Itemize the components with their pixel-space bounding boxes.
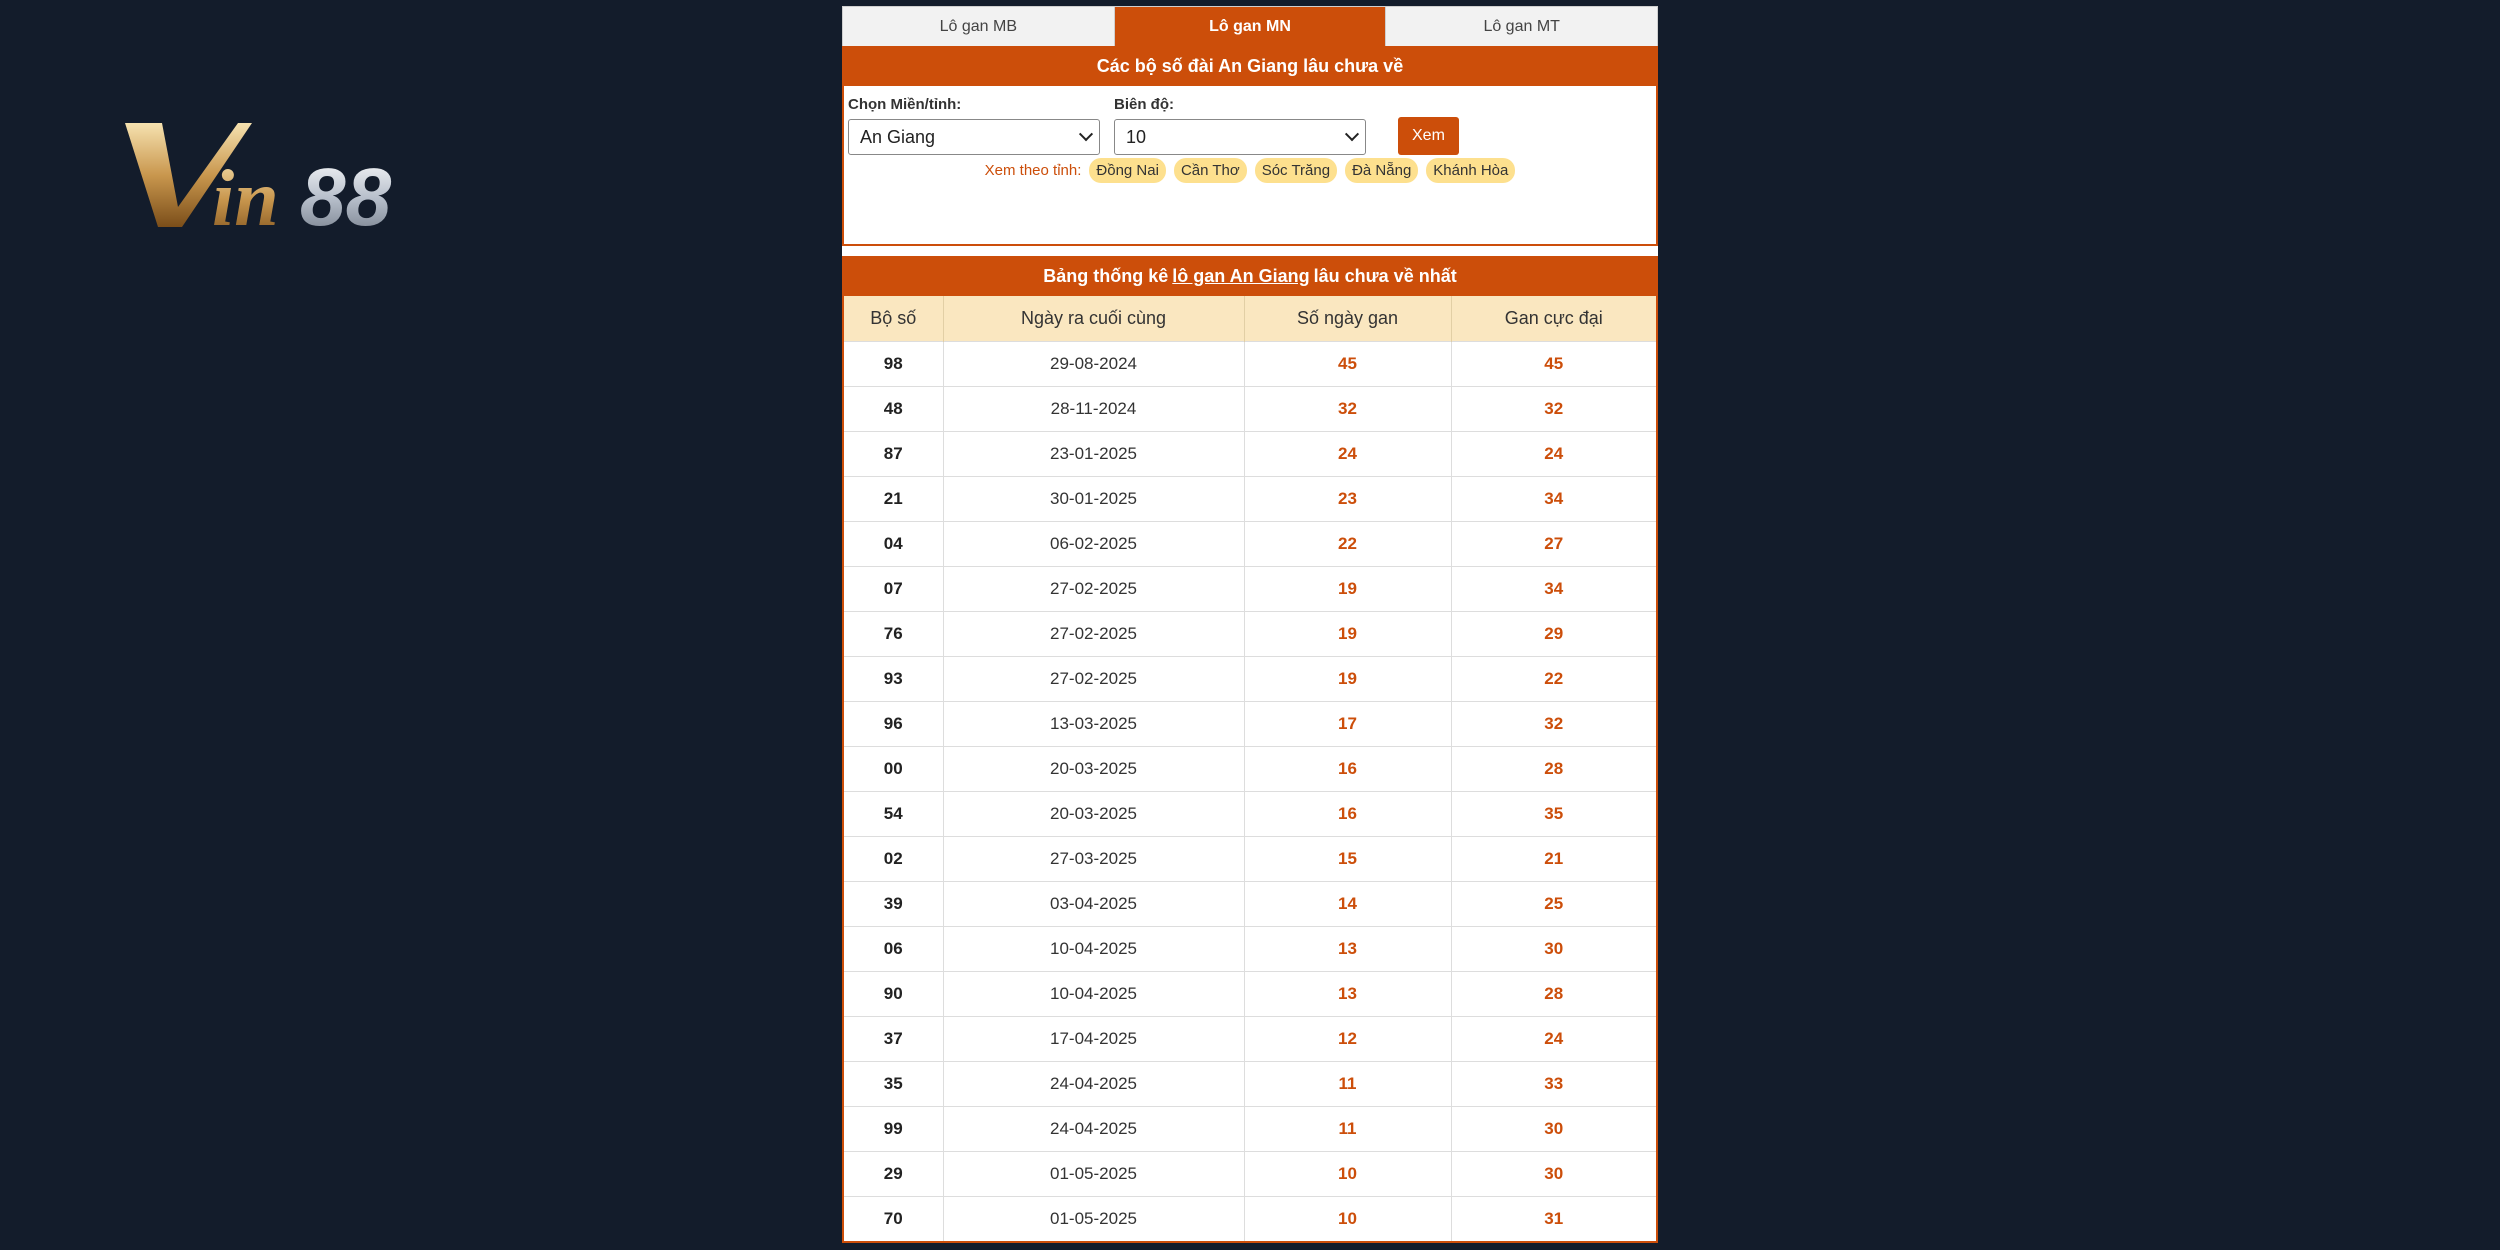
cell-max-gan: 28 xyxy=(1451,972,1656,1017)
range-select-value: 10 xyxy=(1126,126,1147,147)
table-body xyxy=(844,342,1656,1242)
cell-last-date: 01-05-2025 xyxy=(943,1152,1244,1197)
cell-last-date: 10-04-2025 xyxy=(943,927,1244,972)
region-select-value: An Giang xyxy=(860,126,936,147)
cell-last-date: 29-08-2024 xyxy=(943,342,1244,387)
cell-max-gan: 30 xyxy=(1451,927,1656,972)
cell-gan-days: 16 xyxy=(1244,747,1451,792)
cell-last-date: 10-04-2025 xyxy=(943,972,1244,1017)
table-row xyxy=(844,522,1656,567)
cell-last-date: 28-11-2024 xyxy=(943,387,1244,432)
column-header: Gan cực đại xyxy=(1451,296,1656,342)
cell-last-date: 13-03-2025 xyxy=(943,702,1244,747)
cell-gan-days: 19 xyxy=(1244,657,1451,702)
cell-number: 37 xyxy=(844,1017,943,1062)
cell-number: 54 xyxy=(844,792,943,837)
cell-max-gan: 21 xyxy=(1451,837,1656,882)
cell-last-date: 01-05-2025 xyxy=(943,1197,1244,1242)
cell-last-date: 24-04-2025 xyxy=(943,1107,1244,1152)
cell-number: 39 xyxy=(844,882,943,927)
column-header: Bộ số xyxy=(844,296,943,342)
cell-gan-days: 12 xyxy=(1244,1017,1451,1062)
cell-max-gan: 45 xyxy=(1451,342,1656,387)
province-chip[interactable]: Cần Thơ xyxy=(1174,158,1247,183)
cell-number: 93 xyxy=(844,657,943,702)
cell-gan-days: 32 xyxy=(1244,387,1451,432)
cell-max-gan: 30 xyxy=(1451,1107,1656,1152)
stats-title-suffix: lâu chưa về nhất xyxy=(1313,265,1457,286)
table-row xyxy=(844,432,1656,477)
cell-number: 00 xyxy=(844,747,943,792)
table-row xyxy=(844,1197,1656,1242)
table-row xyxy=(844,747,1656,792)
cell-gan-days: 45 xyxy=(1244,342,1451,387)
region-label: Chọn Miền/tỉnh: xyxy=(848,96,962,113)
table-row xyxy=(844,792,1656,837)
cell-max-gan: 22 xyxy=(1451,657,1656,702)
cell-gan-days: 19 xyxy=(1244,612,1451,657)
cell-number: 99 xyxy=(844,1107,943,1152)
filter-title: Các bộ số đài An Giang lâu chưa về xyxy=(844,46,1656,86)
range-label: Biên độ: xyxy=(1114,96,1174,113)
province-chip[interactable]: Khánh Hòa xyxy=(1426,158,1515,183)
cell-max-gan: 31 xyxy=(1451,1197,1656,1242)
cell-gan-days: 19 xyxy=(1244,567,1451,612)
cell-gan-days: 14 xyxy=(1244,882,1451,927)
table-row xyxy=(844,927,1656,972)
cell-last-date: 23-01-2025 xyxy=(943,432,1244,477)
cell-number: 29 xyxy=(844,1152,943,1197)
cell-max-gan: 28 xyxy=(1451,747,1656,792)
cell-number: 96 xyxy=(844,702,943,747)
view-button[interactable]: Xem xyxy=(1398,117,1459,155)
cell-max-gan: 25 xyxy=(1451,882,1656,927)
column-header: Ngày ra cuối cùng xyxy=(943,296,1244,342)
stats-title-link[interactable]: lô gan An Giang xyxy=(1172,265,1310,286)
stats-title-prefix: Bảng thống kê xyxy=(1043,265,1169,286)
cell-number: 04 xyxy=(844,522,943,567)
cell-gan-days: 11 xyxy=(1244,1107,1451,1152)
chevron-down-icon xyxy=(1079,127,1093,141)
cell-number: 07 xyxy=(844,567,943,612)
cell-last-date: 27-02-2025 xyxy=(943,657,1244,702)
cell-max-gan: 27 xyxy=(1451,522,1656,567)
province-chip[interactable]: Đồng Nai xyxy=(1089,158,1166,183)
cell-max-gan: 33 xyxy=(1451,1062,1656,1107)
cell-gan-days: 11 xyxy=(1244,1062,1451,1107)
cell-number: 21 xyxy=(844,477,943,522)
cell-max-gan: 24 xyxy=(1451,432,1656,477)
range-select[interactable] xyxy=(1114,119,1366,155)
vin88-logo xyxy=(120,115,490,235)
filter-box xyxy=(842,46,1658,246)
province-chip[interactable]: Đà Nẵng xyxy=(1345,158,1418,183)
tab-lô-gan-mb[interactable]: Lô gan MB xyxy=(843,7,1115,46)
logo-text-88: 88 xyxy=(300,152,392,235)
cell-last-date: 03-04-2025 xyxy=(943,882,1244,927)
cell-last-date: 27-02-2025 xyxy=(943,612,1244,657)
region-select[interactable] xyxy=(848,119,1100,155)
tab-lô-gan-mt[interactable]: Lô gan MT xyxy=(1386,7,1657,46)
cell-last-date: 06-02-2025 xyxy=(943,522,1244,567)
cell-number: 70 xyxy=(844,1197,943,1242)
cell-number: 87 xyxy=(844,432,943,477)
cell-gan-days: 13 xyxy=(1244,972,1451,1017)
cell-last-date: 27-03-2025 xyxy=(943,837,1244,882)
table-row xyxy=(844,1107,1656,1152)
cell-last-date: 27-02-2025 xyxy=(943,567,1244,612)
cell-number: 76 xyxy=(844,612,943,657)
cell-max-gan: 34 xyxy=(1451,477,1656,522)
cell-gan-days: 17 xyxy=(1244,702,1451,747)
table-row xyxy=(844,657,1656,702)
cell-number: 48 xyxy=(844,387,943,432)
cell-gan-days: 10 xyxy=(1244,1197,1451,1242)
cell-max-gan: 32 xyxy=(1451,702,1656,747)
table-row xyxy=(844,567,1656,612)
logo-text-vin: in xyxy=(212,155,279,235)
stats-box xyxy=(842,256,1658,1243)
region-tabs xyxy=(842,6,1658,46)
cell-last-date: 20-03-2025 xyxy=(943,792,1244,837)
lo-gan-table xyxy=(844,296,1656,1241)
cell-max-gan: 29 xyxy=(1451,612,1656,657)
cell-gan-days: 15 xyxy=(1244,837,1451,882)
cell-gan-days: 23 xyxy=(1244,477,1451,522)
table-row xyxy=(844,1017,1656,1062)
cell-number: 35 xyxy=(844,1062,943,1107)
province-links xyxy=(844,158,1656,183)
table-header-row xyxy=(844,296,1656,342)
cell-last-date: 24-04-2025 xyxy=(943,1062,1244,1107)
region-field xyxy=(848,96,1100,155)
cell-max-gan: 34 xyxy=(1451,567,1656,612)
table-row xyxy=(844,882,1656,927)
table-row xyxy=(844,1062,1656,1107)
column-header: Số ngày gan xyxy=(1244,296,1451,342)
cell-number: 06 xyxy=(844,927,943,972)
chevron-down-icon xyxy=(1345,127,1359,141)
cell-last-date: 30-01-2025 xyxy=(943,477,1244,522)
tab-lô-gan-mn[interactable]: Lô gan MN xyxy=(1115,7,1387,46)
cell-max-gan: 24 xyxy=(1451,1017,1656,1062)
cell-number: 98 xyxy=(844,342,943,387)
cell-gan-days: 24 xyxy=(1244,432,1451,477)
province-prompt: Xem theo tỉnh: xyxy=(984,162,1082,179)
table-row xyxy=(844,387,1656,432)
table-row xyxy=(844,477,1656,522)
cell-gan-days: 16 xyxy=(1244,792,1451,837)
lo-gan-panel xyxy=(842,6,1658,1243)
cell-gan-days: 13 xyxy=(1244,927,1451,972)
cell-max-gan: 32 xyxy=(1451,387,1656,432)
cell-last-date: 17-04-2025 xyxy=(943,1017,1244,1062)
cell-max-gan: 30 xyxy=(1451,1152,1656,1197)
table-row xyxy=(844,837,1656,882)
table-row xyxy=(844,972,1656,1017)
filter-form xyxy=(844,86,1656,155)
cell-number: 90 xyxy=(844,972,943,1017)
table-row xyxy=(844,702,1656,747)
table-row xyxy=(844,1152,1656,1197)
cell-last-date: 20-03-2025 xyxy=(943,747,1244,792)
cell-gan-days: 10 xyxy=(1244,1152,1451,1197)
table-row xyxy=(844,342,1656,387)
table-row xyxy=(844,612,1656,657)
stats-title xyxy=(844,256,1656,296)
cell-number: 02 xyxy=(844,837,943,882)
range-field xyxy=(1114,96,1366,155)
province-chip[interactable]: Sóc Trăng xyxy=(1255,158,1337,183)
cell-gan-days: 22 xyxy=(1244,522,1451,567)
cell-max-gan: 35 xyxy=(1451,792,1656,837)
